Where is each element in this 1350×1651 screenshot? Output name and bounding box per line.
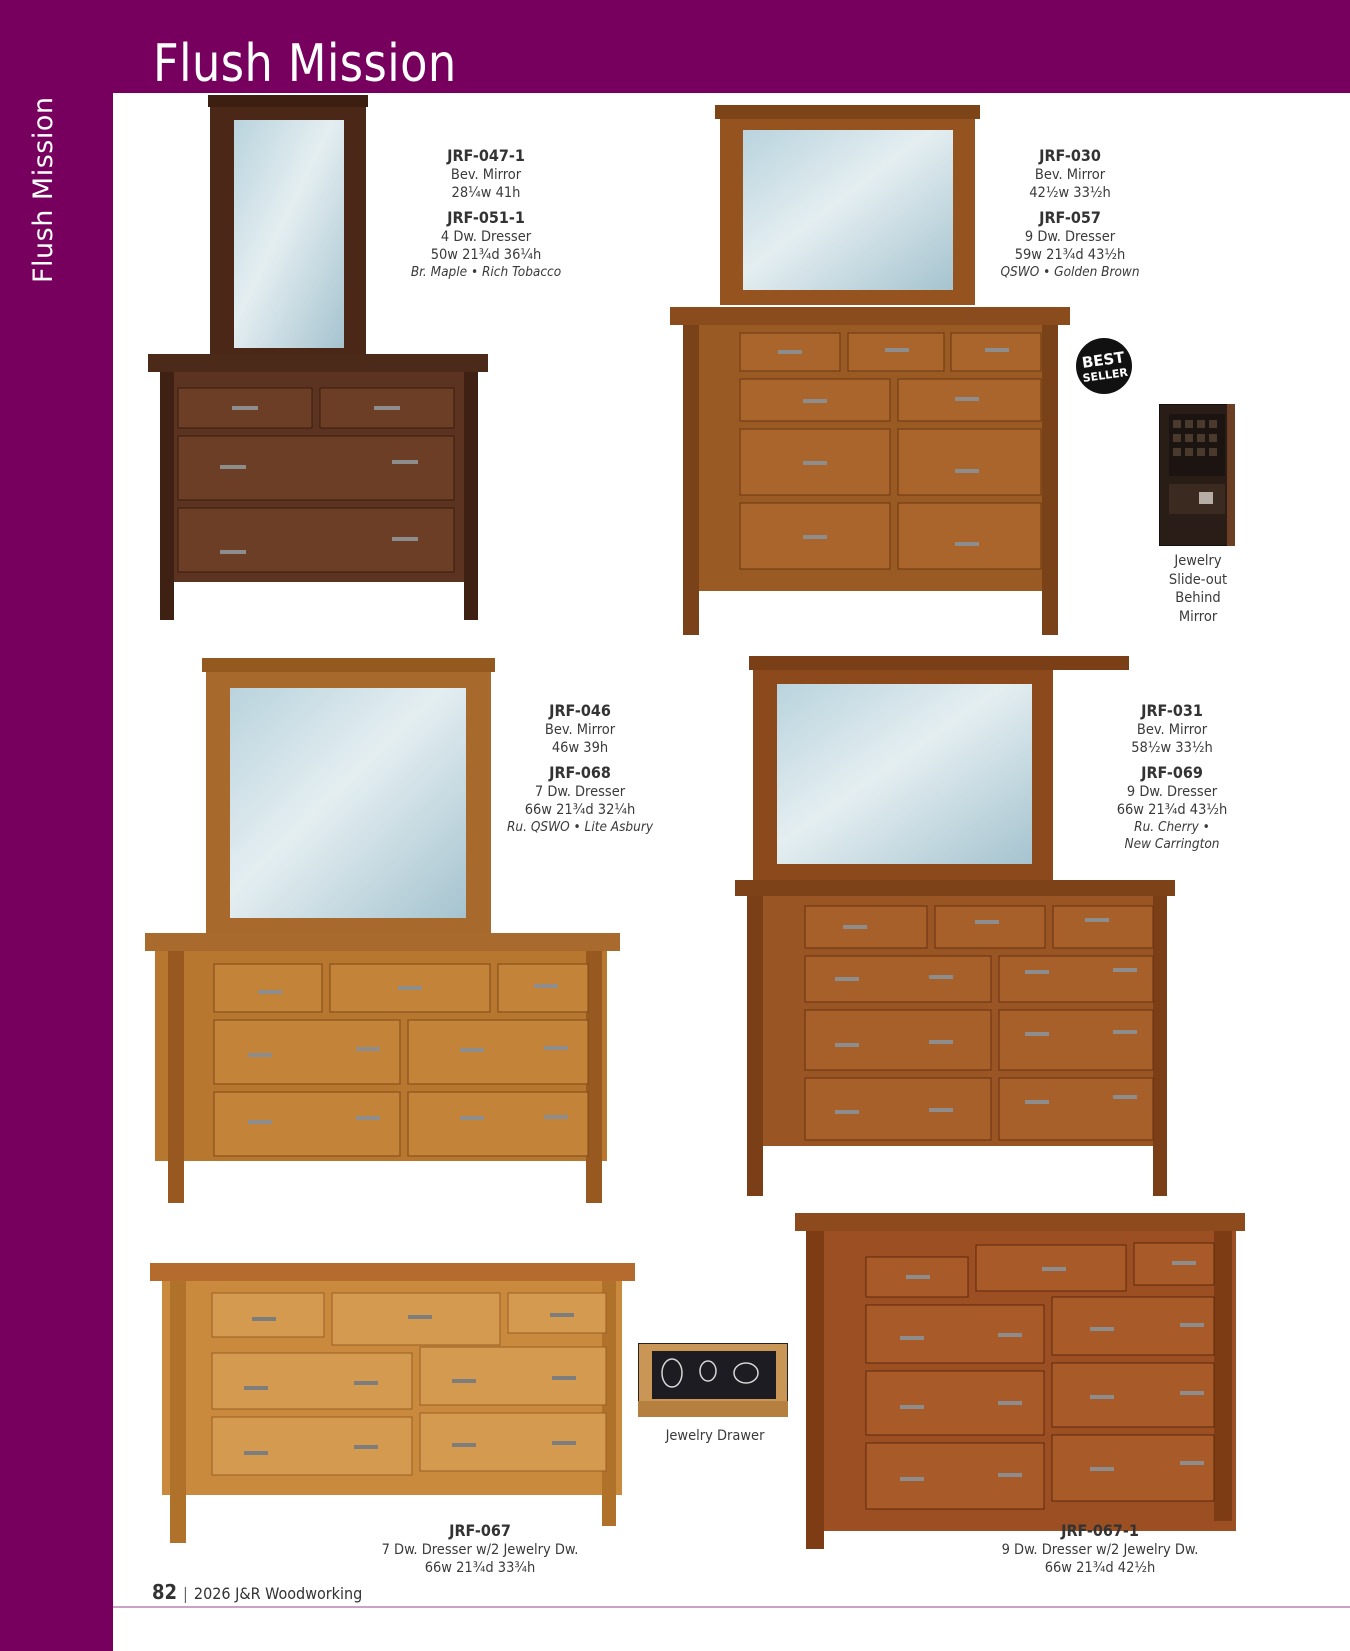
spec-block-jrf-067-1 bbox=[950, 1521, 1250, 1577]
mirror-code: JRF-046 bbox=[549, 701, 611, 720]
dresser-code: JRF-067 bbox=[449, 1521, 511, 1540]
dresser-name: 9 Dw. Dresser bbox=[1126, 784, 1218, 800]
spec-block-jrf-051-1 bbox=[380, 146, 592, 281]
footer-rule bbox=[113, 1606, 1350, 1608]
dresser-name: 4 Dw. Dresser bbox=[440, 229, 532, 245]
jewelry-drawer-inset-image bbox=[638, 1343, 788, 1417]
best-seller-badge bbox=[1075, 337, 1133, 395]
dresser-code: JRF-068 bbox=[549, 763, 611, 782]
dresser-name: 7 Dw. Dresser w/2 Jewelry Dw. bbox=[381, 1542, 579, 1558]
dresser-dims: 66w 21¾d 33¾h bbox=[424, 1560, 536, 1576]
dresser-name: 9 Dw. Dresser bbox=[1024, 229, 1116, 245]
jewelry-slideout-inset-image bbox=[1159, 404, 1235, 546]
dresser-name: 7 Dw. Dresser bbox=[534, 784, 626, 800]
dresser-code: JRF-067-1 bbox=[1061, 1521, 1139, 1540]
footer-publisher: 2026 J&R Woodworking bbox=[193, 1584, 363, 1603]
mirror-code: JRF-047-1 bbox=[447, 146, 525, 165]
badge-line1: BEST bbox=[1080, 348, 1126, 372]
page-number: 82 bbox=[152, 1580, 178, 1604]
product-image-jrf-067-1 bbox=[790, 1205, 1250, 1550]
dresser-dims: 59w 21¾d 43½h bbox=[1014, 247, 1126, 263]
dresser-dims: 66w 21¾d 32¼h bbox=[524, 802, 636, 818]
dresser-dims: 50w 21¾d 36¼h bbox=[430, 247, 542, 263]
mirror-name: Bev. Mirror bbox=[1136, 722, 1208, 738]
page-footer: 82 | 2026 J&R Woodworking bbox=[152, 1580, 363, 1604]
jewelry-drawer-caption: Jewelry Drawer bbox=[665, 1428, 765, 1444]
finish: Ru. QSWO • Lite Asbury bbox=[506, 819, 653, 835]
dresser-dims: 66w 21¾d 42½h bbox=[1044, 1560, 1156, 1576]
dresser-name: 9 Dw. Dresser w/2 Jewelry Dw. bbox=[1001, 1542, 1199, 1558]
dresser-code: JRF-069 bbox=[1141, 763, 1203, 782]
mirror-dims: 58½w 33½h bbox=[1131, 740, 1213, 756]
mirror-name: Bev. Mirror bbox=[1034, 167, 1106, 183]
finish: QSWO • Golden Brown bbox=[1000, 264, 1140, 280]
section-tab-label: Flush Mission bbox=[28, 96, 59, 283]
mirror-name: Bev. Mirror bbox=[450, 167, 522, 183]
dresser-code: JRF-057 bbox=[1039, 208, 1101, 227]
mirror-dims: 46w 39h bbox=[551, 740, 609, 756]
finish: Br. Maple • Rich Tobacco bbox=[410, 264, 562, 280]
mirror-code: JRF-030 bbox=[1039, 146, 1101, 165]
spec-block-jrf-067 bbox=[330, 1521, 630, 1577]
spec-block-jrf-069 bbox=[1070, 701, 1274, 853]
product-image-jrf-067 bbox=[140, 1255, 640, 1545]
page-title: Flush Mission bbox=[153, 34, 457, 94]
dresser-code: JRF-051-1 bbox=[447, 208, 525, 227]
spec-block-jrf-068 bbox=[470, 701, 690, 836]
mirror-dims: 42½w 33½h bbox=[1029, 185, 1111, 201]
mirror-code: JRF-031 bbox=[1141, 701, 1203, 720]
finish: Ru. Cherry • bbox=[1134, 819, 1210, 835]
mirror-name: Bev. Mirror bbox=[544, 722, 616, 738]
mirror-dims: 28¼w 41h bbox=[451, 185, 521, 201]
badge-line2: SELLER bbox=[1081, 365, 1129, 386]
finish: New Carrington bbox=[1124, 836, 1220, 852]
jewelry-slideout-caption: Jewelry Slide-out Behind Mirror bbox=[1168, 553, 1228, 625]
dresser-dims: 66w 21¾d 43½h bbox=[1116, 802, 1228, 818]
spec-block-jrf-057 bbox=[960, 146, 1180, 281]
